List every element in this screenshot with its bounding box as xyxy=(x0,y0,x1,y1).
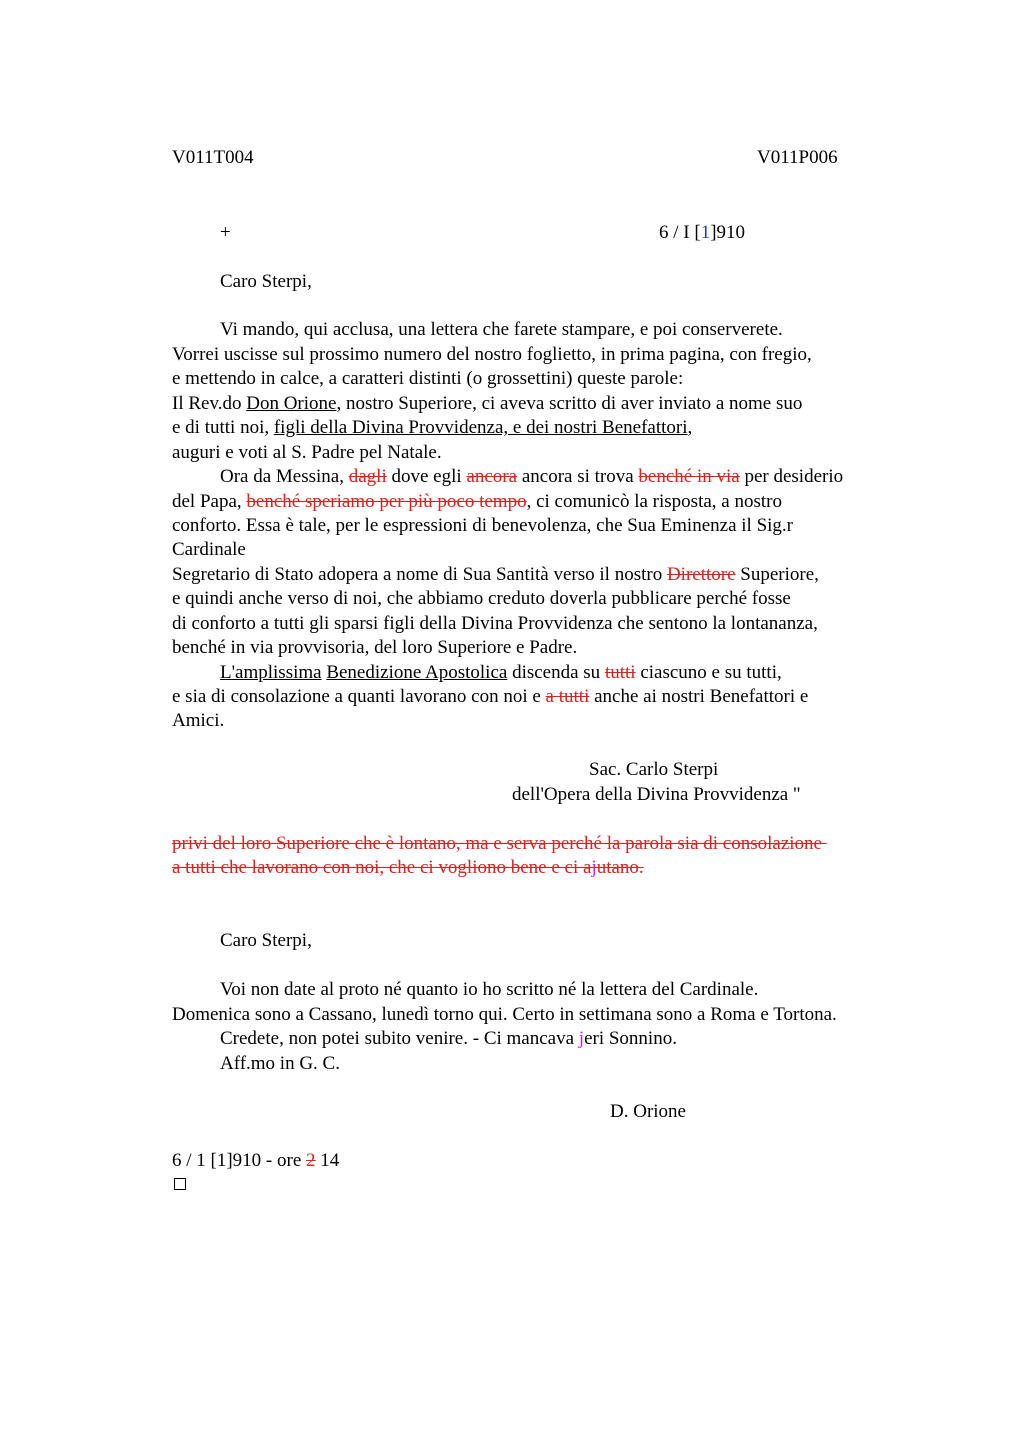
paragraph-line: Credete, non potei subito venire. - Ci mancava jeri Sonnino. xyxy=(220,1028,677,1049)
paragraph-line: Voi non date al proto né quanto io ho scritto né la lettera del Cardinale. xyxy=(220,979,759,1000)
underlined-text: L'amplissima xyxy=(220,662,322,683)
paragraph-line: Segretario di Stato adopera a nome di Sua Santità verso il nostro Direttore Superiore, xyxy=(172,564,819,585)
underlined-text: Don Orione xyxy=(246,393,337,414)
signature-name: D. Orione xyxy=(610,1101,686,1122)
paragraph-line: Il Rev.do Don Orione, nostro Superiore, ci aveva scritto di aver inviato a nome suo xyxy=(172,393,803,414)
underlined-text: Benedizione Apostolica xyxy=(326,662,508,683)
paragraph-line: e di tutti noi, figli della Divina Provvidenza, e dei nostri Benefattori, xyxy=(172,417,693,438)
signature-name: Sac. Carlo Sterpi xyxy=(589,759,719,780)
underlined-text: figli della Divina Provvidenza, e dei nostri Benefattori xyxy=(273,417,688,438)
paragraph-line: Vorrei uscisse sul prossimo numero del nostro foglietto, in prima pagina, con fregio, xyxy=(172,344,812,365)
paragraph-line: Cardinale xyxy=(172,539,246,560)
paragraph-line: L'amplissima Benedizione Apostolica discenda su tutti ciascuno e su tutti, xyxy=(220,662,782,683)
paragraph-line: e quindi anche verso di noi, che abbiamo creduto doverla pubblicare perché fosse xyxy=(172,588,791,609)
paragraph-line: conforto. Essa è tale, per le espressioni di benevolenza, che Sua Eminenza il Sig.r xyxy=(172,515,793,536)
deleted-text: 2 xyxy=(306,1150,316,1171)
paragraph-line: del Papa, benché speriamo per più poco tempo, ci comunicò la risposta, a nostro xyxy=(172,491,782,512)
cross-mark: + xyxy=(220,222,231,243)
paragraph-line: di conforto a tutti gli sparsi figli della Divina Provvidenza che sentono la lontananza, xyxy=(172,613,818,634)
paragraph-line: Vi mando, qui acclusa, una lettera che farete stampare, e poi conserverete. xyxy=(220,319,783,340)
signature-org: dell'Opera della Divina Provvidenza " xyxy=(512,784,801,805)
salutation: Caro Sterpi, xyxy=(220,271,312,292)
deleted-text: dagli xyxy=(348,466,387,487)
deleted-text: benché speriamo per più poco tempo xyxy=(246,491,527,512)
right-code: V011P006 xyxy=(757,147,838,168)
salutation: Caro Sterpi, xyxy=(220,930,312,951)
letter-date: 6 / I [1]910 xyxy=(659,222,746,243)
struck-line: privi del loro Superiore che è lontano, ma e serva perché la parola sia di consolazione xyxy=(172,833,827,854)
date-editorial-insert: 1 xyxy=(700,222,711,243)
deleted-text: benché in via xyxy=(638,466,740,487)
paragraph-line: auguri e voti al S. Padre pel Natale. xyxy=(172,442,442,463)
closing: Aff.mo in G. C. xyxy=(220,1053,340,1074)
empty-square-symbol xyxy=(174,1178,186,1190)
paragraph-line: benché in via provvisoria, del loro Superiore e Padre. xyxy=(172,637,578,658)
deleted-text: Direttore xyxy=(666,564,736,585)
deleted-text: tutti xyxy=(604,662,636,683)
left-code: V011T004 xyxy=(172,147,254,168)
deleted-text: a tutti xyxy=(545,686,590,707)
correction-letter: j xyxy=(578,1028,585,1049)
paragraph-line: e sia di consolazione a quanti lavorano con noi e a tutti anche ai nostri Benefattori e xyxy=(172,686,809,707)
correction-letter: j xyxy=(591,857,597,878)
struck-line: a tutti che lavorano con noi, che ci vogliono bene e ci ajutano. xyxy=(172,857,644,878)
paragraph-line: Domenica sono a Cassano, lunedì torno qui. Certo in settimana sono a Roma e Tortona. xyxy=(172,1004,837,1025)
deleted-text: ancora xyxy=(466,466,518,487)
paragraph-line: Ora da Messina, dagli dove egli ancora ancora si trova benché in via per desiderio xyxy=(220,466,844,487)
paragraph-line: Amici. xyxy=(172,710,225,731)
footer-date: 6 / 1 [1]910 - ore 2 14 xyxy=(172,1150,340,1171)
paragraph-line: e mettendo in calce, a caratteri distinti (o grossettini) queste parole: xyxy=(172,368,684,389)
